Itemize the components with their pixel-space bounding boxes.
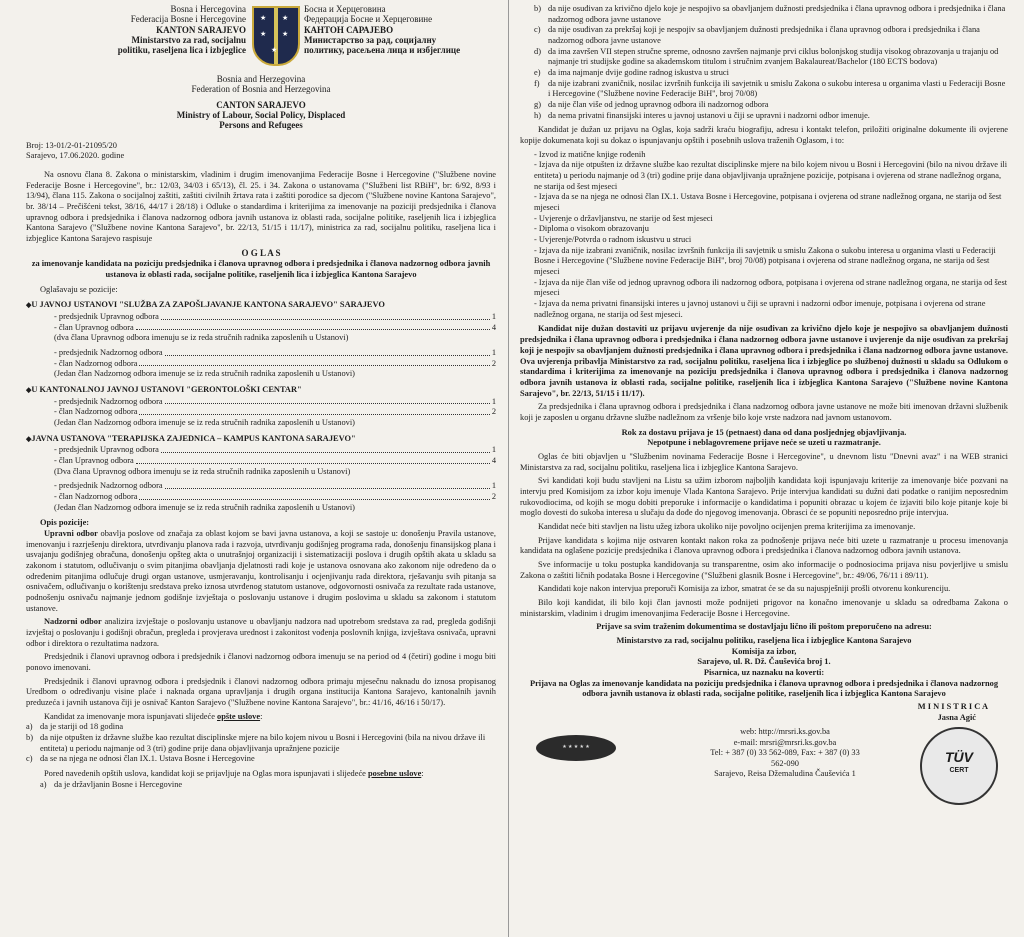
header-canton: CANTON SARAJEVO [216,99,306,110]
positions-label: Oglašavaju se pozicije: [40,284,118,294]
conditions-emphasis: posebne uslove [368,769,422,779]
position-count: 1 [491,396,496,406]
deadline: Rok za dostavu prijava je 15 (petnaest) dana od dana posljednjeg objavljivanja. [621,427,907,437]
footer-phone: Tel: + 387 (0) 33 562-089, Fax: + 387 (0) 33 [710,748,860,758]
document-item: - Uvjerenje o državljanstvu, ne starije od šest mjeseci [534,213,713,223]
list-marker: b) [26,733,33,743]
list-marker: h) [534,110,541,120]
position-count: 4 [491,455,496,465]
header-line: Босна и Херцеговина [304,4,386,14]
document-item: - Izjava da nije izabrani zvaničnik, nosilac izvršnih funkcija ili savjetnik u smislu Zakona o sukobu interesa u organima vlasti u Federaciji Bosne i Hercegovine ("Službene novine Federacije BiH", broj 70/08) potpisana i ovjerena od strane nadležnog organa, ne starija od šest mjeseci [534,245,996,277]
conditions-emphasis: opšte uslove [217,711,261,721]
contact-paragraph: Prijave kandidata s kojima nije ostvaren kontakt nakon roka za podnošenje prijava neće biti uzete u razmatranje u procesu imenovanja kandidata na oglašene pozicije predsjednika i članova upravnog odbora i predsjednika i članova nadzornog odbora javnih ustanova. [520,535,1008,556]
documents-intro: Kandidat je dužan uz prijavu na Oglas, koja sadrži kraću biografiju, adresu i kontakt telefon, priložiti originalne dokumente ili ovjerene kopije dokumenata koji su dokaz o ispunjavanju opštih i posebnih uslova traženih Oglasom, i to: [520,125,1008,146]
header-line: KANTON SARAJEVO [156,24,246,35]
list-item [534,4,1008,25]
header-line: Bosnia and Herzegovina [216,74,306,84]
document-item: - Izjava da nema privatni finansijski interes u javnoj ustanovi u čiji se upravni i nadzorni odbor imenuje, potpisana i ovjerena od strane nadležnog organa, ne starija od šest mjeseci. [534,299,986,319]
position-note: (Jedan član Nadzornog odbora imenuje se iz reda stručnih radnika zaposlenih u Ustanovi) [54,417,355,427]
list-text: da je stariji od 18 godina [40,722,124,732]
address-line: Sarajevo, ul. R. Dž. Čauševića broj 1. [697,657,831,667]
description-lead: Nadzorni odbor [44,617,102,627]
position-note: (dva člana Upravnog odbora imenuju se iz reda stručnih radnika zaposlenih u Ustanovi) [54,333,349,343]
list-text: da nije otpušten iz državne službe kao rezultat disciplinske mjere na bilo kojem nivou u Bosni i Hercegovini (bila na nivou države ili entiteta) u periodu najmanje od 3 (tri) godine prije dana objavljivanja upražnjene pozicije [40,733,486,753]
position-count: 2 [491,491,496,501]
footer-web: web: http://mrsri.ks.gov.ba [740,727,830,737]
position-label: - član Nadzornog odbora [54,491,138,501]
position-label: - član Upravnog odbora [54,322,134,332]
not-required-paragraph: Kandidat nije dužan dostaviti uz prijavu uvjerenje da nije osuđivan za krivično djelo koje je nespojivo sa obavljanjem dužnosti predsjednika i člana upravnog odbora i predsjednika i člana nadzornog odbora javne ustanove i uvjerenje da nije osuđivan za prekršaj koji je nespojiv sa obavljanjem dužnosti predsjednika i člana upravnog odbora i predsjednika i člana nadzornog odbora javne ustanove. Ova uvjerenja pribavlja Ministarstvo za rad, socijalnu politiku, raseljena lica i izbjeglice po službenoj dužnosti u skladu sa Odlukom o standardima i kriterijima za imenovanje na poziciju predsjednika i članova upravnog odbora i predsjednika i članova nadzornog odbora javnih ustanova iz oblasti rada, socijalne politike, raseljenih lica i izbjeglica Kantona Sarajevo ("Službene novine Kantona Sarajevo", br. 22/13, 51/15 i 11/17). [520,324,1008,398]
list-text: da nije član više od jednog upravnog odbora ili nadzornog odbora [548,100,769,110]
description-text: obavlja poslove od značaja za oblast kojom se bavi javna ustanova, a koji se sastoje u: donošenju Pravila ustanove, imenovanju i razrješenju direktora, utvrđivanju planova rada i razvoja, utvrđivanju godišnjeg programa rada, donošenju finansijskog plana i usvajanju godišnjeg obračuna, donošenju opšteg akta o unutrašnjoj organizaciji i sistematizaciji poslova i drugih opštih akata u skladu sa zakonom i statutom, odlučivanju o svim pitanjima obavljanja djelatnosti radi koje je ustanova osnovana ako zakonom nije određeno da o određenim pitanjima odlučuje drugi organ ustanove, usmjeravanju, kontrolisanju i ocjenjivanju rada direktora, rješavanju svih pitanja sa osnivačem, odlučivanju o korištenju sredstava preko iznosa utvrđenog statutom ustanove, odgovornosti osnivača za rezultate rada ustanove, podnošenju osnivaču najmanje jednom godišnje izvještaja o poslovanju ustanove i drugim poslovima u skladu sa zakonom i statutom ustanove. [26,528,496,613]
header-right [304,4,504,56]
position-count: 1 [491,311,496,321]
list-marker: c) [26,754,33,764]
institution-seal-icon: ★ ★ ★ ★ ★ [536,735,616,761]
objection-paragraph: Bilo koji kandidat, ili bilo koji član javnosti može podnijeti prigovor na konačno imenovanje u skladu sa odredbama Zakona o ministarskim, vladinim i drugim imenovanjima Federacije Bosne i Hercegovine. [520,597,1008,618]
general-conditions-intro: Kandidat za imenovanje mora ispunjavati slijedeće opšte uslove: [44,711,263,721]
position-label: - predsjednik Upravnog odbora [54,311,159,321]
header-line: Bosna i Hercegovina [170,4,246,14]
signature-name: Jasna Agić [937,712,976,722]
column-divider [508,0,509,937]
document-item: - Uvjerenje/Potvrda o radnom iskustvu u struci [534,235,692,245]
position-label: - predsjednik Upravnog odbora [54,445,159,455]
list-item [40,780,496,791]
signature-title: M I N I S T R I C A [917,701,988,711]
header-line: КАНТОН САРАЈЕВО [304,24,394,35]
document-item: - Izjava da nije otpušten iz državne službe kao rezultat disciplinske mjere na bilo kojem nivou u Bosni i Hercegovini (bilo na nivou države ili entiteta) u periodu najmanje od 3 (tri) godine prije dana objavljivanja upražnjene pozicije, potpisana i ovjerena od strane nadležnog organa, ne starija od šest mjeseci [534,160,1008,191]
position-label: - predsjednik Nadzornog odbora [54,481,163,491]
header-line: Federacija Bosne i Hercegovine [130,14,246,25]
position-count: 1 [491,445,496,455]
cert-label: CERT [949,767,969,775]
address-line: Ministarstvo za rad, socijalnu politiku, raseljena lica i izbjeglice Kantona Sarajevo [616,635,912,645]
oglas-title: O G L A S [241,247,281,258]
footer-address: Sarajevo, Reisa Džemaludina Čauševića 1 [714,769,856,779]
position-count: 2 [491,358,496,368]
position-label: - predsjednik Nadzornog odbora [54,396,163,406]
list-marker: d) [534,46,541,56]
left-column [20,0,502,790]
not-shortlisted-paragraph: Kandidat neće biti stavljen na listu užeg izbora ukoliko nije povoljno ocijenjen prema kriterijima za imenovanje. [538,521,916,531]
shortlist-paragraph: Svi kandidati koji budu stavljeni na Listu sa užim izborom najboljih kandidata koji ispunjavaju kriterije za imenovanje biće pozvani na intervju pred Komisijom za izbor koju imenuje Vlada Kantona Sarajevo. Prije intervjua kandidati su dužni dati podatke o ranijim neposrednim rukovodiocima, od kojih se mogu dobiti preporuke i informacije o kandidatima i popuniti obrazac u kojem će izjaviti bilo koje pitanje koje bi moglo dovesti do sukoba interesa u slučaju da dođe do njegovog imenovanja. Obrasci će se popuniti neposredno prije intervjua. [520,476,1008,518]
list-item [534,100,1008,111]
footer-email: e-mail: mrsri@mrsri.ks.gov.ba [733,737,837,747]
conditions-text: Pored navedenih opštih uslova, kandidat koji se prijavljuje na Oglas mora ispunjavati i slijedeće [44,769,368,779]
list-item [534,25,1008,46]
reference [26,141,496,162]
institution-1 [26,300,496,380]
header-line: Ministarstvo za rad, socijalnu [131,35,246,46]
incomplete-notice: Nepotpune i neblagovremene prijave neće se uzeti u razmatranje. [647,438,881,448]
address-line: Prijava na Oglas za imenovanje kandidata na poziciju predsjednika i članova upravnog odbora i predsjednika i članova nadzornog odbora javnih ustanova iz oblasti rada, socijalne politike, raseljenih lica i izbjeglica Kantona Sarajevo [529,678,999,699]
footer [520,727,1008,807]
address-line: Komisija za izbor, [731,646,797,656]
documents-list [534,150,1008,321]
special-conditions-intro: Pored navedenih opštih uslova, kandidat koji se prijavljuje na Oglas mora ispunjavati i slijedeće posebne uslove: [44,769,424,779]
header-line: Ministry of Labour, Social Policy, Displaced [176,110,346,121]
compensation-paragraph: Predsjednik i članovi upravnog odbora i predsjednik i članovi nadzornog odbora primaju mjesečnu naknadu do iznosa propisanog Uredbom o određivanju visine plaće i naknada organa upravljanja i drugih organa institucija Kantona Sarajevo, kantonalnih javnih preduzeća i javnih ustanova čiji je osnivač Kanton Sarajevo ("Službene novine Kantona Sarajevo", br.: 41/16, 46/16 i 50/17). [26,676,496,708]
position-label: - član Nadzornog odbora [54,407,138,417]
position-label: - član Nadzornog odbora [54,358,138,368]
position-note: (Dva člana Upravnog odbora imenuju se iz reda stručnih radnika zaposlenih u Ustanovi) [54,466,351,476]
description-title: Opis pozicije: [40,518,90,528]
list-text: da nije izabrani zvaničnik, nosilac izvršnih funkcija ili savjetnik u smislu Zakona o sukobu interesa u organima vlasti u Federaciji Bosne i Hercegovine ("Službene novine Federacije BiH", broj 70/08) [548,78,1006,99]
footer-contact [670,727,900,780]
list-text: da nije osuđivan za prekršaj koji je nespojiv sa obavljanjem dužnosti predsjednika i člana upravnog odbora i predsjednika i člana nadzornog odbora javne ustanove [548,25,980,46]
document-item: - Izjava da se na njega ne odnosi član IX.1. Ustava Bosne i Hercegovine, potpisana i ovjerena od strane nadležnog organa, ne starija od šest mjeseci [534,192,1002,213]
position-count: 1 [491,347,496,357]
tuv-label: TÜV [945,749,973,766]
list-marker: f) [534,78,540,88]
position-label: - član Upravnog odbora [54,455,134,465]
header-line: Федерација Босне и Херцеговине [304,14,433,25]
list-marker: a) [26,722,33,732]
institution-name: ◆ JAVNA USTANOVA "TERAPIJSKA ZAJEDNICA – KAMPUS KANTONA SARAJEVO" [26,434,496,445]
position-note: (Jedan član Nadzornog odbora imenuje se iz reda stručnih radnika zaposlenih u Ustanovi) [54,369,355,379]
header-line: politiku, raseljena lica i izbjeglice [117,45,246,56]
right-column [514,0,1014,807]
list-item [26,722,496,733]
coat-of-arms-icon: ★ ★ ★ ★ ★ [252,6,300,66]
list-item [26,733,496,754]
mandate-paragraph: Predsjednik i članovi upravnog odbora i predsjednik i članovi nadzornog odbora imenuju se na period od 4 (četiri) godine i mogu biti ponovo imenovani. [26,652,496,673]
document-item: - Izjava da nije član više od jednog upravnog odbora ili nadzornog odbora, potpisana i ovjerena od strane nadležnog organa, ne starija od šest mjeseci [534,277,1008,298]
position-count: 2 [491,407,496,417]
document-item: - Izvod iz matične knjige rođenih [534,149,646,159]
letterhead [26,4,496,74]
address-line: Pisarnica, uz naznaku na koverti: [703,667,825,677]
header-left [66,4,246,56]
position-count: 4 [491,322,496,332]
intro-paragraph: Na osnovu člana 8. Zakona o ministarskim, vladinim i drugim imenovanjima Federacije Bosne i Hercegovine ("Službene novine Federacije Bosne i Hercegovine", br.: 12/03, 34/03 i 65/13), čl. 25. i 34. Zakona o ustanovama ("Službeni list RBiH", br: 6/92, 8/93 i 13/94), člana 115. Zakona o socijalnoj zaštiti, zaštiti civilnih žrtava rata i zaštiti porodice sa djecom ("Službene novine Kantona Sarajevo", br. 38/14 – Prečišćeni tekst, 38/16, 44/17 i 28/18) i Odluke o standardima i kriterijima za imenovanje na poziciji predsjednika i članova upravnog odbora i predsjednika i članova nadzornog odbora javnih ustanova iz oblasti rada, socijalne politike, raseljenih lica i izbjeglica Kantona Sarajevo ("Službene novine Kantona Sarajevo", br. 22/13, 51/15 i 11/17), ministrica za rad, socijalnu politiku, raseljena lica i izbjeglice Kantona Sarajevo raspisuje [26,170,496,244]
reference-date: Sarajevo, 17.06.2020. godine [26,151,125,161]
list-text: da nema privatni finansijski interes u javnoj ustanovi u čiji se upravni i nadzorni odbor imenuje. [548,110,870,120]
submission-address [520,636,1008,700]
english-header [26,74,496,131]
conditions-text: Kandidat za imenovanje mora ispunjavati slijedeće [44,711,218,721]
list-text: da je državljanin Bosne i Hercegovine [54,779,183,789]
list-item [26,754,496,765]
header-line: политику, расељена лица и избјеглице [304,45,461,56]
institution-2 [26,385,496,429]
publication-paragraph: Oglas će biti objavljen u "Službenim novinama Federacije Bosne i Hercegovine", u dnevnom listu "Dnevni avaz" i na WEB stranici Ministarstva za rad, socijalnu politiku, raseljena lica i izbjeglice Kantona Sarajevo. [520,451,1008,472]
header-line: Federation of Bosnia and Herzegovina [191,84,331,95]
list-marker: g) [534,100,541,110]
tuv-certification-icon [920,727,998,805]
position-label: - predsjednik Nadzornog odbora [54,347,163,357]
oglas-subtitle: za imenovanje kandidata na poziciju predsjednika i članova upravnog odbora i predsjednika i članova nadzornog odbora javnih ustanova iz oblasti rada, socijalne politike, raseljenih lica i izbjeglica Kantona Sarajevo [31,259,491,279]
description-upravni [26,529,496,614]
header-line: Министарство за рад, социјалну [304,35,437,46]
list-item [534,47,1008,68]
list-marker: c) [534,25,541,35]
list-item [534,79,1008,100]
institution-name: ◆ U KANTONALNOJ JAVNOJ USTANOVI "GERONTOLOŠKI CENTAR" [26,385,496,396]
institution-name: ◆ U JAVNOJ USTANOVI "SLUŽBA ZA ZAPOŠLJAVANJE KANTONA SARAJEVO" SARAJEVO [26,300,496,311]
reference-number: Broj: 13-01/2-01-21095/20 [26,140,117,150]
list-marker: a) [40,779,47,789]
header-line: Persons and Refugees [219,120,303,131]
document-item: - Diploma o visokom obrazovanju [534,224,649,234]
list-text: da nije osuđivan za krivično djelo koje je nespojivo sa obavljanjem dužnosti predsjednika i člana upravnog odbora i predsjednika i člana nadzornog odbora javne ustanove [548,4,1006,24]
footer-phone: 562-090 [771,758,799,768]
list-text: da ima završen VII stepen stručne spreme, odnosno završen najmanje prvi ciklus bolonjskog studija visokog obrazovanja u trajanju od najmanje tri studijske godine sa akademskom titulom i stručnim zvanjem Bakalaureat/Bachelor (180 ECTS bodova) [548,46,999,67]
list-item [534,111,1008,122]
list-text: da ima najmanje dvije godine radnog iskustva u struci [548,68,729,78]
civil-servant-paragraph: Za predsjednika i člana upravnog odbora i predsjednika i člana nadzornog odbora javne ustanove ne može biti imenovan državni službenik koji je zaposlen u organu državne službe nadležnom za vršenje bilo koje vrste nadzora nad javnom ustanovom. [520,402,1008,422]
list-marker: b) [534,4,541,13]
list-text: da se na njega ne odnosi član IX.1. Ustava Bosne i Hercegovine [40,754,255,764]
position-count: 1 [491,481,496,491]
description-nadzorni [26,617,496,649]
submission-instructions: Prijave sa svim traženim dokumentima se dostavljaju lično ili poštom preporučeno na adresu: [596,622,932,632]
list-marker: e) [534,68,541,78]
recommendation-paragraph: Kandidati koje nakon intervjua preporuči Komisija za izbor, smatrat će se da su najuspješniji prošli otvorenu konkurenciju. [538,584,951,594]
list-item [534,68,1008,79]
position-note: (Jedan član Nadzornog odbora imenuje se iz reda stručnih radnika zaposlenih u Ustanovi) [54,502,355,512]
institution-3 [26,434,496,514]
transparency-paragraph: Sve informacije u toku postupka kandidovanja su transparentne, osim ako informacije o podnosiocima prijava nisu povjerljive u smislu Zakona o zaštiti ličnih podataka Bosne i Hercegovine ("Službeni glasnik Bosne i Hercegovine", br.: 49/06, 76/11 i 89/11). [520,559,1008,580]
description-text: analizira izvještaje o poslovanju ustanove u obavljanju nadzora nad upotrebom sredstava za rad, pregleda godišnji izvještaj o poslovanju i godišnji obračun, pregleda i provjerava urednost i zakonitost vođenja poslovnih knjiga, izvještava osnivača, upravni odbor i direktora o rezultatima nadzora. [26,617,496,648]
signature-block [520,702,988,723]
description-lead: Upravni odbor [44,528,98,538]
